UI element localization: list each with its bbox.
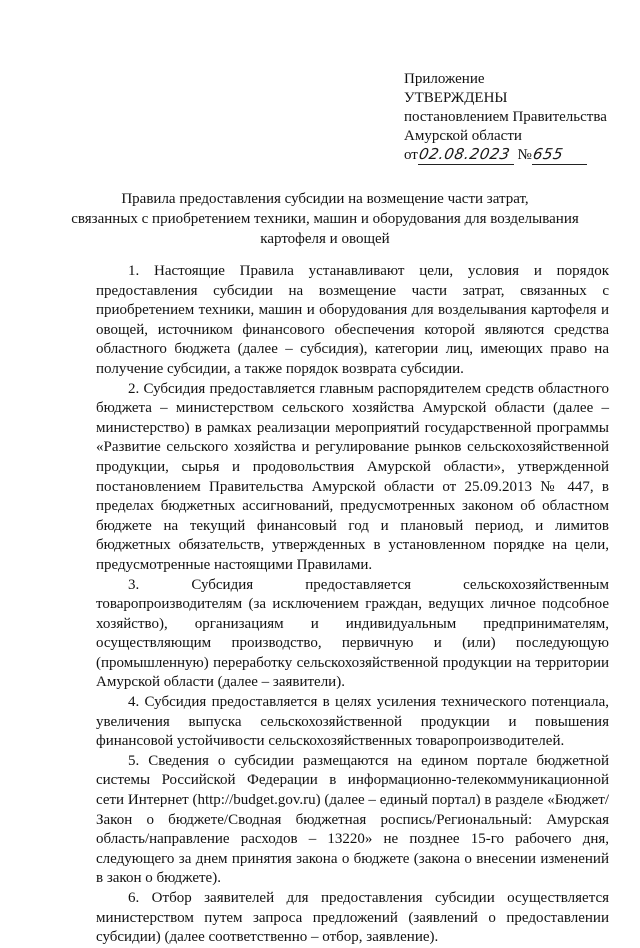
approval-block [404, 70, 624, 165]
appendix-label: Приложение [404, 71, 485, 87]
resolution-label: постановлением Правительства [404, 109, 607, 125]
region-label: Амурской области [404, 128, 522, 144]
handwritten-date: 02.08.2023 [417, 145, 512, 163]
handwritten-number: 655 [531, 145, 565, 163]
title-line: Правила предоставления субсидии на возмещение части затрат, [121, 191, 529, 207]
document-body [96, 262, 609, 948]
paragraph-5: 5. Сведения о субсидии размещаются на едином портале бюджетной системы Российской Федерации в информационно-телекоммуникационной сети Интернет (http://budget.gov.ru) (далее – единый портал) в разделе «Бюджет/Закон о бюджете/Сводная бюджетная роспись/Региональный: Амурская область/направление расходов – 13220» не позднее 15-го рабочего дня, следующего за днем принятия закона о бюджете (закона о внесении изменений в закон о бюджете). [96, 752, 609, 887]
paragraph-2: 2. Субсидия предоставляется главным распорядителем средств областного бюджета – министерством сельского хозяйства Амурской области (далее – министерство) в рамках реализации мероприятий государственной программы «Развитие сельского хозяйства и регулирование рынков сельскохозяйственной продукции, сырья и продовольствия Амурской области», утвержденной постановлением Правительства Амурской области от 25.09.2013 № 447, в пределах бюджетных ассигнований, предусмотренных законом об областном бюджете на текущий финансовый год и плановый период, и лимитов бюджетных обязательств, утвержденных в установленном порядке на цели, предусмотренные настоящими Правилами. [96, 380, 609, 573]
document-title [70, 189, 580, 249]
title-line: картофеля и овощей [260, 231, 390, 247]
paragraph-3: 3. Субсидия предоставляется сельскохозяйственным товаропроизводителям (за исключением граждан, ведущих личное подсобное хозяйство), организациям и индивидуальным предпринимателям, осуществляющим производство, первичную и (или) последующую (промышленную) переработку сельскохозяйственной продукции на территории Амурской области (далее – заявители). [96, 576, 609, 691]
paragraph-1: 1. Настоящие Правила устанавливают цели, условия и порядок предоставления субсидии на возмещение части затрат, связанных с приобретением техники, машин и оборудования для возделывания картофеля и овощей, источником финансового обеспечения которой являются средства областного бюджета (далее – субсидия), категории лиц, имеющих право на получение субсидии, а также порядок возврата субсидии. [96, 263, 609, 377]
approved-label: УТВЕРЖДЕНЫ [404, 90, 508, 106]
date-field [418, 146, 514, 165]
paragraph-6: 6. Отбор заявителей для предоставления субсидии осуществляется министерством путем запроса предложений (заявлений о предоставлении субсидии) (далее соответственно – отбор, заявление). [96, 890, 609, 946]
date-number-line [404, 146, 624, 165]
number-field [532, 146, 587, 165]
date-prefix: от [404, 147, 418, 163]
number-prefix: № [517, 147, 532, 163]
paragraph-4: 4. Субсидия предоставляется в целях усиления технического потенциала, увеличения выпуска сельскохозяйственной продукции и повышения финансовой устойчивости сельскохозяйственных товаропроизводителей. [96, 694, 609, 750]
title-line: связанных с приобретением техники, машин и оборудования для возделывания [71, 211, 579, 227]
